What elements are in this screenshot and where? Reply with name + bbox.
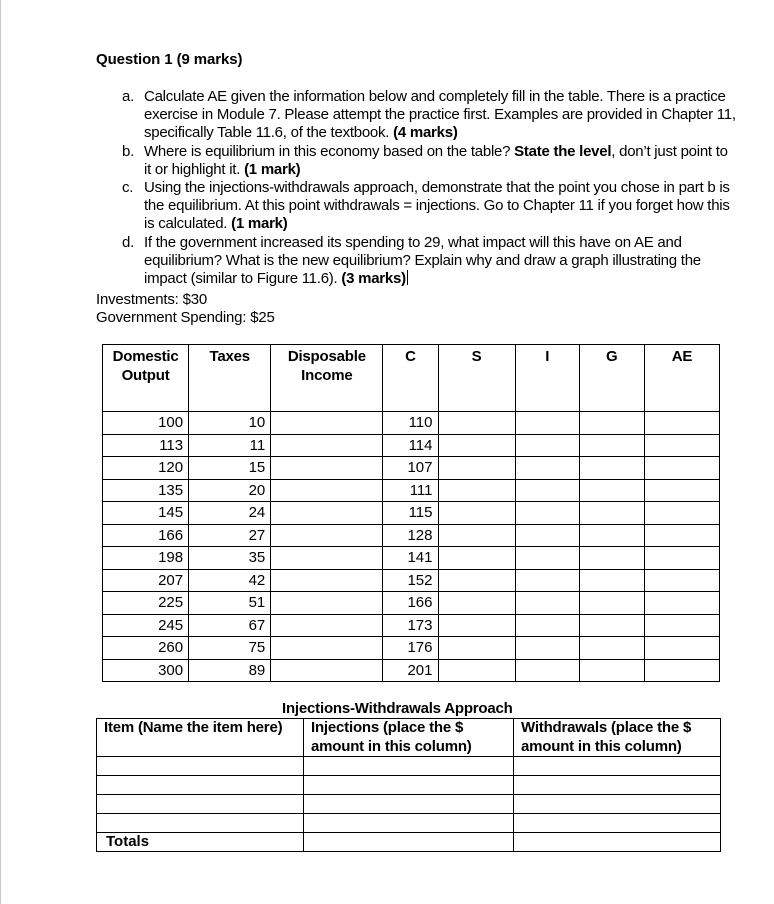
cell-savings[interactable]: [438, 412, 515, 435]
cell-taxes: 11: [189, 434, 271, 457]
cell-taxes: 20: [189, 479, 271, 502]
cell-ae[interactable]: [644, 592, 719, 615]
cell-taxes: 89: [189, 659, 271, 682]
header-investment: I: [515, 345, 579, 412]
cell-savings[interactable]: [438, 592, 515, 615]
cell-investment[interactable]: [515, 592, 579, 615]
part-marks: (4 marks): [393, 124, 458, 142]
cell-domestic-output: 245: [103, 614, 189, 637]
cell-domestic-output: 113: [103, 434, 189, 457]
header-government: G: [579, 345, 644, 412]
cell-investment[interactable]: [515, 547, 579, 570]
table-row: [103, 547, 720, 570]
cell-injections[interactable]: [304, 795, 514, 814]
cell-investment[interactable]: [515, 524, 579, 547]
part-marker: d.: [122, 233, 135, 251]
cell-investment[interactable]: [515, 479, 579, 502]
cell-domestic-output: 300: [103, 659, 189, 682]
totals-row: [97, 833, 721, 852]
cell-taxes: 10: [189, 412, 271, 435]
cell-domestic-output: 260: [103, 637, 189, 660]
cell-disposable-income[interactable]: [271, 502, 383, 525]
cell-savings[interactable]: [438, 637, 515, 660]
part-text: Using the injections-withdrawals approach, demonstrate that the point you chose in part b is the equilibrium. At this point withdrawals = injections. Go to Chapter 11 if you forget how this is calculated.: [144, 179, 730, 233]
cell-government[interactable]: [579, 434, 644, 457]
text-cursor: [407, 270, 408, 285]
cell-domestic-output: 225: [103, 592, 189, 615]
cell-taxes: 27: [189, 524, 271, 547]
totals-withdrawals-cell[interactable]: [514, 833, 721, 852]
header-ae: AE: [644, 345, 719, 412]
cell-item[interactable]: [97, 814, 304, 833]
ae-table-header: [103, 345, 720, 412]
cell-disposable-income[interactable]: [271, 479, 383, 502]
cell-ae[interactable]: [644, 479, 719, 502]
cell-domestic-output: 207: [103, 569, 189, 592]
cell-taxes: 24: [189, 502, 271, 525]
cell-disposable-income[interactable]: [271, 614, 383, 637]
cell-ae[interactable]: [644, 614, 719, 637]
cell-taxes: 35: [189, 547, 271, 570]
cell-withdrawals[interactable]: [514, 814, 721, 833]
part-text: Where is equilibrium in this economy based on the table?: [144, 142, 511, 160]
cell-consumption: 128: [383, 524, 438, 547]
iw-table-header: [97, 719, 721, 757]
cell-disposable-income[interactable]: [271, 524, 383, 547]
cell-taxes: 67: [189, 614, 271, 637]
cell-disposable-income[interactable]: [271, 412, 383, 435]
cell-withdrawals[interactable]: [514, 757, 721, 776]
cell-consumption: 173: [383, 614, 438, 637]
cell-taxes: 75: [189, 637, 271, 660]
cell-item[interactable]: [97, 776, 304, 795]
cell-taxes: 42: [189, 569, 271, 592]
header-consumption: C: [383, 345, 438, 412]
cell-consumption: 114: [383, 434, 438, 457]
cell-domestic-output: 198: [103, 547, 189, 570]
injections-withdrawals-table: [96, 718, 721, 852]
table-row: [103, 614, 720, 637]
table-row: [103, 524, 720, 547]
cell-government[interactable]: [579, 547, 644, 570]
cell-government[interactable]: [579, 524, 644, 547]
header-taxes: Taxes: [189, 345, 271, 412]
cell-government[interactable]: [579, 659, 644, 682]
government-spending-value: Government Spending: $25: [96, 309, 275, 326]
table-row: [103, 659, 720, 682]
question-part-a: [96, 88, 736, 143]
table-row: [97, 814, 721, 833]
part-marker: c.: [122, 179, 134, 197]
table-row: [103, 479, 720, 502]
cell-disposable-income[interactable]: [271, 569, 383, 592]
cell-investment[interactable]: [515, 502, 579, 525]
cell-domestic-output: 145: [103, 502, 189, 525]
table-row: [97, 795, 721, 814]
cell-withdrawals[interactable]: [514, 795, 721, 814]
cell-savings[interactable]: [438, 434, 515, 457]
cell-investment[interactable]: [515, 637, 579, 660]
table-row: [103, 502, 720, 525]
question-part-c: [96, 179, 736, 234]
cell-consumption: 107: [383, 457, 438, 480]
cell-ae[interactable]: [644, 637, 719, 660]
cell-consumption: 176: [383, 637, 438, 660]
investments-value: Investments: $30: [96, 291, 208, 308]
cell-government[interactable]: [579, 592, 644, 615]
totals-label: Totals: [97, 833, 304, 852]
iw-table-title: Injections-Withdrawals Approach: [282, 700, 513, 717]
header-domestic-output: Domestic Output: [103, 345, 189, 412]
ae-table: [102, 344, 720, 682]
part-text-after: , don’t just point to it or highlight it.: [144, 142, 728, 178]
cell-ae[interactable]: [644, 569, 719, 592]
iw-table-body: [97, 757, 721, 833]
cell-government[interactable]: [579, 614, 644, 637]
cell-savings[interactable]: [438, 659, 515, 682]
cell-government[interactable]: [579, 502, 644, 525]
cell-ae[interactable]: [644, 659, 719, 682]
part-marks: (3 marks): [341, 270, 406, 288]
cell-savings[interactable]: [438, 457, 515, 480]
cell-investment[interactable]: [515, 569, 579, 592]
table-row: [103, 592, 720, 615]
cell-disposable-income[interactable]: [271, 434, 383, 457]
cell-savings[interactable]: [438, 547, 515, 570]
table-row: [103, 412, 720, 435]
cell-injections[interactable]: [304, 757, 514, 776]
cell-consumption: 166: [383, 592, 438, 615]
header-savings: S: [438, 345, 515, 412]
question-parts: [96, 88, 736, 288]
header-injections: Injections (place the $ amount in this column): [304, 719, 514, 757]
cell-item[interactable]: [97, 795, 304, 814]
ae-table-body: [103, 412, 720, 682]
cell-savings[interactable]: [438, 479, 515, 502]
cell-disposable-income[interactable]: [271, 457, 383, 480]
header-item: Item (Name the item here): [97, 719, 304, 757]
cell-investment[interactable]: [515, 434, 579, 457]
question-part-d: [96, 234, 736, 289]
cell-savings[interactable]: [438, 502, 515, 525]
cell-consumption: 115: [383, 502, 438, 525]
table-row: [103, 457, 720, 480]
part-marker: b.: [122, 142, 135, 160]
header-disposable-income: Disposable Income: [271, 345, 383, 412]
cell-domestic-output: 166: [103, 524, 189, 547]
cell-government[interactable]: [579, 479, 644, 502]
totals-injections-cell[interactable]: [304, 833, 514, 852]
page-edge: [0, 0, 1, 904]
part-marks: (1 mark): [244, 160, 301, 178]
cell-disposable-income[interactable]: [271, 547, 383, 570]
cell-investment[interactable]: [515, 457, 579, 480]
part-emphasis: State the level: [514, 142, 612, 160]
cell-consumption: 141: [383, 547, 438, 570]
header-withdrawals: Withdrawals (place the $ amount in this column): [514, 719, 721, 757]
cell-item[interactable]: [97, 757, 304, 776]
cell-disposable-income[interactable]: [271, 592, 383, 615]
question-title: Question 1 (9 marks): [96, 51, 243, 68]
cell-consumption: 201: [383, 659, 438, 682]
cell-consumption: 110: [383, 412, 438, 435]
question-part-b: [96, 143, 736, 179]
cell-investment[interactable]: [515, 659, 579, 682]
table-row: [103, 637, 720, 660]
cell-disposable-income[interactable]: [271, 637, 383, 660]
table-row: [103, 569, 720, 592]
cell-consumption: 152: [383, 569, 438, 592]
cell-government[interactable]: [579, 569, 644, 592]
table-row: [97, 776, 721, 795]
cell-savings[interactable]: [438, 614, 515, 637]
part-text: Calculate AE given the information below and completely fill in the table. There is a practice exercise in Module 7. Please attempt the practice first. Examples are provided in Chapter 11, specifically Table 11.6, of the textbook.: [144, 88, 736, 142]
cell-taxes: 15: [189, 457, 271, 480]
cell-injections[interactable]: [304, 814, 514, 833]
cell-government[interactable]: [579, 457, 644, 480]
cell-domestic-output: 135: [103, 479, 189, 502]
cell-ae[interactable]: [644, 547, 719, 570]
cell-ae[interactable]: [644, 457, 719, 480]
cell-investment[interactable]: [515, 614, 579, 637]
cell-disposable-income[interactable]: [271, 659, 383, 682]
cell-investment[interactable]: [515, 412, 579, 435]
cell-government[interactable]: [579, 412, 644, 435]
cell-savings[interactable]: [438, 524, 515, 547]
cell-ae[interactable]: [644, 524, 719, 547]
cell-domestic-output: 100: [103, 412, 189, 435]
part-marker: a.: [122, 88, 135, 105]
cell-savings[interactable]: [438, 569, 515, 592]
cell-ae[interactable]: [644, 434, 719, 457]
part-marks: (1 mark): [231, 215, 288, 233]
table-row: [103, 434, 720, 457]
cell-ae[interactable]: [644, 412, 719, 435]
cell-domestic-output: 120: [103, 457, 189, 480]
cell-ae[interactable]: [644, 502, 719, 525]
cell-withdrawals[interactable]: [514, 776, 721, 795]
part-text: If the government increased its spending to 29, what impact will this have on AE and equilibrium? What is the new equilibrium? Explain why and draw a graph illustrating the impact (similar to Figure 11.6).: [144, 233, 701, 288]
cell-government[interactable]: [579, 637, 644, 660]
cell-taxes: 51: [189, 592, 271, 615]
cell-consumption: 111: [383, 479, 438, 502]
cell-injections[interactable]: [304, 776, 514, 795]
table-row: [97, 757, 721, 776]
